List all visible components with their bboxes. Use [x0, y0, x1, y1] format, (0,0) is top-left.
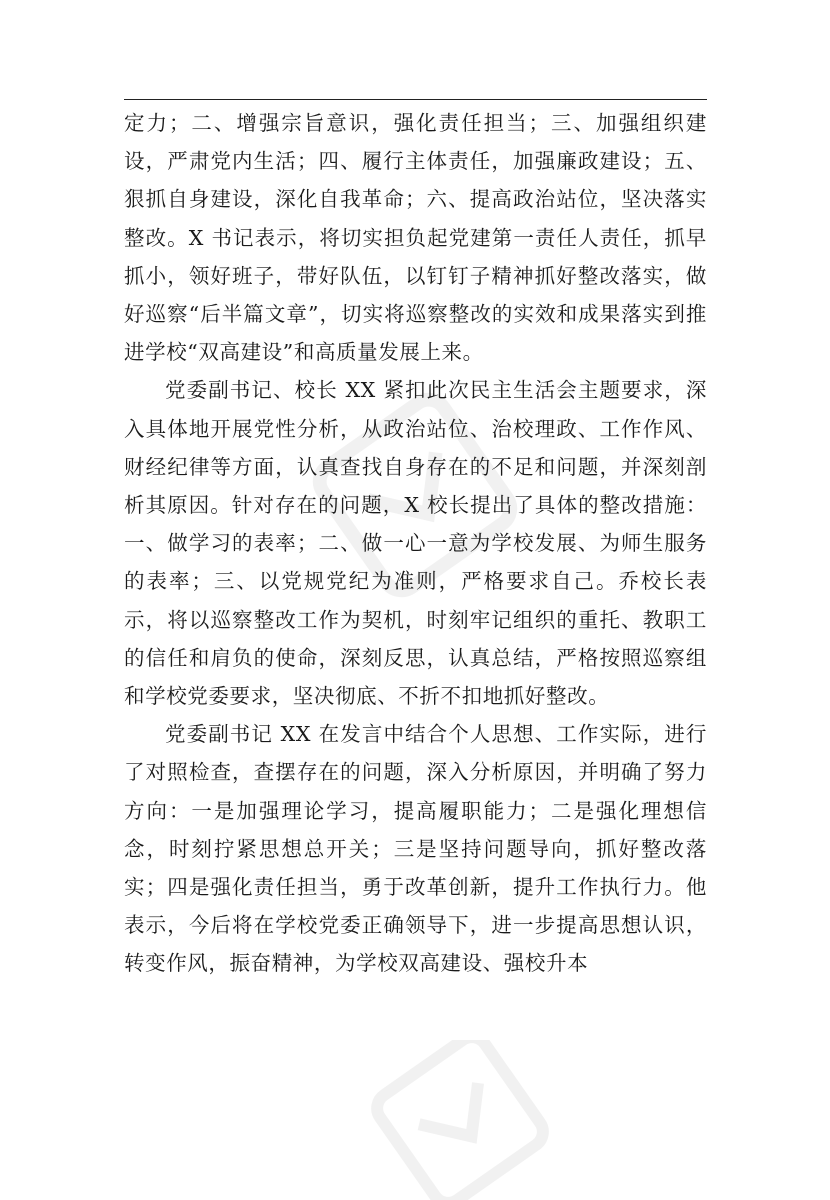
paragraph-2: 党委副书记、校长 XX 紧扣此次民主生活会主题要求，深入具体地开展党性分析，从政治站位、治校理政、工作作风、财经纪律等方面，认真查找自身存在的不足和问题，并深刻剖析其原因。针对存在的问题，X 校长提出了具体的整改措施：一、做学习的表率；二、做一心一意为学校发展、为师生服务的表率；三、以党规党纪为准则，严格要求自己。乔校长表示，将以巡察整改工作为契机，时刻牢记组织的重托、教职工的信任和肩负的使命，深刻反思，认真总结，严格按照巡察组和学校党委要求，坚决彻底、不折不扣地抓好整改。 [124, 378, 707, 709]
watermark-logo-lower [360, 1040, 560, 1200]
header-rule [124, 99, 707, 100]
paragraph-3: 党委副书记 XX 在发言中结合个人思想、工作实际，进行了对照检查，查摆存在的问题，深入分析原因，并明确了努力方向：一是加强理论学习，提高履职能力；二是强化理想信念，时刻拧紧思想总开关；三是坚持问题导向，抓好整改落实；四是强化责任担当，勇于改革创新，提升工作执行力。他表示，今后将在学校党委正确领导下，进一步提高思想认识，转变作风，振奋精神，为学校双高建设、强校升本 [124, 722, 707, 976]
document-body [124, 104, 707, 983]
paragraph-1: 定力；二、增强宗旨意识，强化责任担当；三、加强组织建设，严肃党内生活；四、履行主体责任，加强廉政建设；五、狠抓自身建设，深化自我革命；六、提高政治站位，坚决落实整改。X 书记表示，将切实担负起党建第一责任人责任，抓早抓小，领好班子，带好队伍，以钉钉子精神抓好整改落实，做好巡察“后半篇文章”，切实将巡察整改的实效和成果落实到推进学校“双高建设”和高质量发展上来。 [124, 111, 707, 365]
